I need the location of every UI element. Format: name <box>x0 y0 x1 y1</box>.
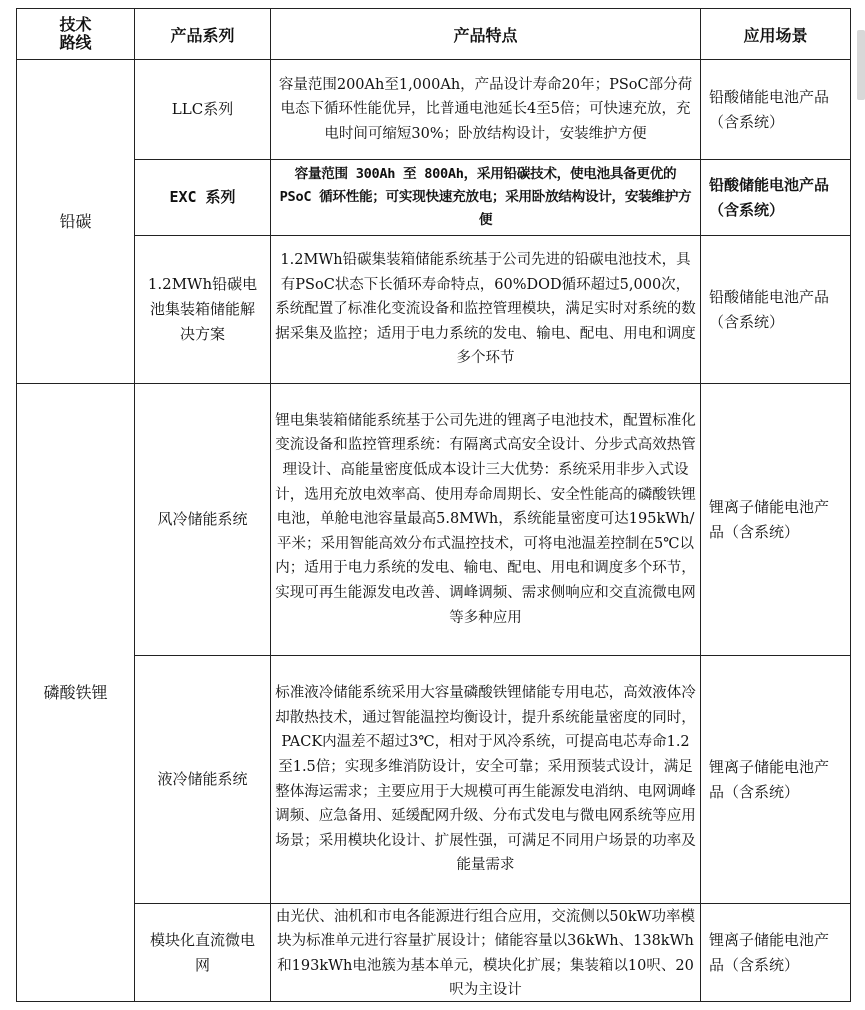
document-page <box>16 8 850 1002</box>
feature-cell: 1.2MWh铅碳集装箱储能系统基于公司先进的铅碳电池技术，具有PSoC状态下长循环寿命特点，60%DOD循环超过5,000次，系统配置了标准化变流设备和监控管理模块，满足实时对系统的数据采集及监控；适用于电力系统的发电、输电、配电、用电和调度多个环节 <box>271 236 701 384</box>
series-cell: 液冷储能系统 <box>135 656 271 904</box>
header-tech-route <box>17 9 135 60</box>
product-table <box>16 8 851 1002</box>
scenario-cell: 铅酸储能电池产品（含系统） <box>701 160 851 236</box>
scenario-cell: 锂离子储能电池产品（含系统） <box>701 904 851 1002</box>
scenario-cell: 锂离子储能电池产品（含系统） <box>701 384 851 656</box>
feature-cell <box>271 904 701 1002</box>
scenario-cell: 铅酸储能电池产品（含系统） <box>701 60 851 160</box>
header-series: 产品系列 <box>135 9 271 60</box>
feature-text: 由光伏、油机和市电各能源进行组合应用，交流侧以50kW功率模块为标准单元进行容量扩展设计；储能容量以36kWh、138kWh和193kWh电池簇为基本单元，模块化扩展；集装箱以10呎、20呎为主设计 <box>275 908 696 999</box>
header-tech-route-line1: 技术 <box>59 15 92 34</box>
series-cell: 风冷储能系统 <box>135 384 271 656</box>
header-scenario: 应用场景 <box>701 9 851 60</box>
scenario-cell: 锂离子储能电池产品（含系统） <box>701 656 851 904</box>
feature-clip <box>275 905 696 1001</box>
series-cell: LLC系列 <box>135 60 271 160</box>
series-cell: 1.2MWh铅碳电池集装箱储能解决方案 <box>135 236 271 384</box>
table-row <box>17 60 851 160</box>
table-header-row <box>17 9 851 60</box>
scenario-cell: 铅酸储能电池产品（含系统） <box>701 236 851 384</box>
header-tech-route-line2: 路线 <box>59 33 92 52</box>
feature-cell: 标准液冷储能系统采用大容量磷酸铁锂储能专用电芯，高效液体冷却散热技术，通过智能温控均衡设计，提升系统能量密度的同时，PACK内温差不超过3℃，相对于风冷系统，可提高电芯寿命1.2至1.5倍；实现多维消防设计，安全可靠；采用预装式设计，满足整体海运需求；主要应用于大规模可再生能源发电消纳、电网调峰调频、应急备用、延缓配网升级、分布式发电与微电网系统等应用场景；采用模块化设计、扩展性强，可满足不同用户场景的功率及能量需求 <box>271 656 701 904</box>
route-cell: 铅碳 <box>17 60 135 384</box>
table-row <box>17 904 851 1002</box>
table-row <box>17 384 851 656</box>
feature-cell: 锂电集装箱储能系统基于公司先进的锂离子电池技术，配置标准化变流设备和监控管理系统：有隔离式高安全设计、分步式高效热管理设计、高能量密度低成本设计三大优势：系统采用非步入式设计，选用充放电效率高、使用寿命周期长、安全性能高的磷酸铁锂电池，单舱电池容量最高5.8MWh，系统能量密度可达195kWh/平米；采用智能高效分布式温控技术，可将电池温差控制在5℃以内；适用于电力系统的发电、输电、配电、用电和调度多个环节，实现可再生能源发电改善、调峰调频、需求侧响应和交直流微电网等多种应用 <box>271 384 701 656</box>
table-row <box>17 656 851 904</box>
feature-cell: 容量范围200Ah至1,000Ah，产品设计寿命20年；PSoC部分荷电态下循环性能优异，比普通电池延长4至5倍；可快速充放，充电时间可缩短30%；卧放结构设计，安装维护方便 <box>271 60 701 160</box>
feature-cell: 容量范围 300Ah 至 800Ah，采用铅碳技术，使电池具备更优的 PSoC 循环性能；可实现快速充放电；采用卧放结构设计，安装维护方便 <box>271 160 701 236</box>
series-cell: 模块化直流微电网 <box>135 904 271 1002</box>
table-row <box>17 236 851 384</box>
table-row <box>17 160 851 236</box>
series-cell: EXC 系列 <box>135 160 271 236</box>
scrollbar-thumb[interactable] <box>857 30 865 100</box>
header-features: 产品特点 <box>271 9 701 60</box>
route-cell: 磷酸铁锂 <box>17 384 135 1002</box>
